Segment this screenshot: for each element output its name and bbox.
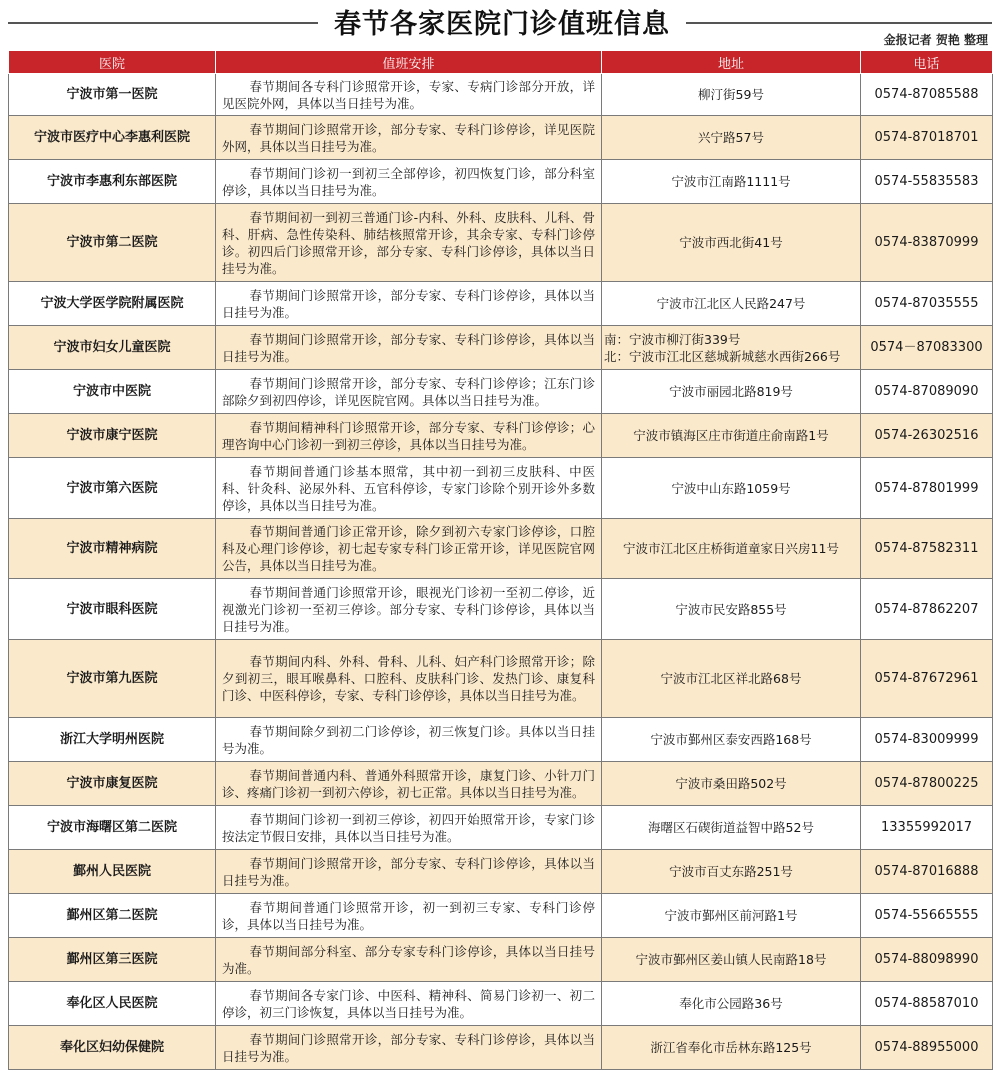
schedule-text: 春节期间精神科门诊照常开诊，部分专家、专科门诊停诊；心理咨询中心门诊初一到初三停诊，具体以当日挂号为准。: [216, 414, 602, 458]
table-row: [9, 519, 993, 579]
address-text: 宁波市江北区人民路247号: [602, 282, 861, 326]
table-row: [9, 458, 993, 519]
schedule-text: 春节期间门诊照常开诊，部分专家、专科门诊停诊，具体以当日挂号为准。: [216, 282, 602, 326]
schedule-text: 春节期间门诊照常开诊，部分专家、专科门诊停诊，详见医院外网，具体以当日挂号为准。: [216, 116, 602, 160]
title-rule-right: [686, 22, 992, 24]
column-header-hospital: 医院: [9, 51, 216, 74]
table-row: [9, 326, 993, 370]
phone-text: 0574－87083300: [861, 326, 993, 370]
hospital-name: 宁波市李惠利东部医院: [9, 160, 216, 204]
address-text: 宁波市百丈东路251号: [602, 850, 861, 894]
address-text: 宁波市民安路855号: [602, 579, 861, 640]
table-row: [9, 1026, 993, 1070]
page-title: 春节各家医院门诊值班信息: [334, 9, 670, 40]
table-row: [9, 204, 993, 282]
schedule-text: 春节期间普通门诊基本照常，其中初一到初三皮肤科、中医科、针灸科、泌尿外科、五官科停诊，专家门诊除个别开诊外多数停诊，具体以当日挂号为准。: [216, 458, 602, 519]
address-text: 宁波市江南路1111号: [602, 160, 861, 204]
schedule-text: 春节期间各专家门诊、中医科、精神科、简易门诊初一、初二停诊，初三门诊恢复，具体以当日挂号为准。: [216, 982, 602, 1026]
address-text: 兴宁路57号: [602, 116, 861, 160]
phone-text: 0574-26302516: [861, 414, 993, 458]
hospital-name: 浙江大学明州医院: [9, 718, 216, 762]
hospital-name: 宁波市第六医院: [9, 458, 216, 519]
table-header-row: [9, 51, 993, 74]
phone-text: 0574-83870999: [861, 204, 993, 282]
schedule-text: 春节期间门诊照常开诊，部分专家、专科门诊停诊，具体以当日挂号为准。: [216, 850, 602, 894]
hospital-name: 宁波市中医院: [9, 370, 216, 414]
table-row: [9, 160, 993, 204]
phone-text: 0574-87035555: [861, 282, 993, 326]
hospital-name: 宁波市第九医院: [9, 640, 216, 718]
hospital-name: 鄞州人民医院: [9, 850, 216, 894]
address-text: 浙江省奉化市岳林东路125号: [602, 1026, 861, 1070]
address-text: 宁波市鄞州区泰安西路168号: [602, 718, 861, 762]
address-text: 宁波市鄞州区姜山镇人民南路18号: [602, 938, 861, 982]
schedule-text: 春节期间普通门诊照常开诊，初一到初三专家、专科门诊停诊，具体以当日挂号为准。: [216, 894, 602, 938]
schedule-text: 春节期间门诊照常开诊，部分专家、专科门诊停诊；江东门诊部除夕到初四停诊，详见医院官网。具体以当日挂号为准。: [216, 370, 602, 414]
table-row: [9, 116, 993, 160]
hospital-name: 宁波市康宁医院: [9, 414, 216, 458]
address-text: 柳汀街59号: [602, 74, 861, 116]
address-text: 宁波市镇海区庄市街道庄俞南路1号: [602, 414, 861, 458]
schedule-text: 春节期间内科、外科、骨科、儿科、妇产科门诊照常开诊；除夕到初三，眼耳喉鼻科、口腔科、皮肤科门诊、发热门诊、康复科门诊、中医科停诊，专家、专科门诊停诊，具体以当日挂号为准。: [216, 640, 602, 718]
address-text: 宁波市桑田路502号: [602, 762, 861, 806]
phone-text: 0574-87089090: [861, 370, 993, 414]
column-header-phone: 电话: [861, 51, 993, 74]
phone-text: 0574-55665555: [861, 894, 993, 938]
schedule-text: 春节期间部分科室、部分专家专科门诊停诊，具体以当日挂号为准。: [216, 938, 602, 982]
schedule-text: 春节期间初一到初三普通门诊-内科、外科、皮肤科、儿科、骨科、肝病、急性传染科、肺结核照常开诊，其余专家、专科门诊停诊。初四后门诊照常开诊，部分专家、专科门诊停诊，具体以当日挂号为准。: [216, 204, 602, 282]
hospital-name: 宁波市精神病院: [9, 519, 216, 579]
masthead: [0, 0, 1000, 47]
hospital-name: 宁波市眼科医院: [9, 579, 216, 640]
address-text: 宁波市丽园北路819号: [602, 370, 861, 414]
hospital-name: 奉化区妇幼保健院: [9, 1026, 216, 1070]
table-row: [9, 414, 993, 458]
table-row: [9, 762, 993, 806]
phone-text: 0574-83009999: [861, 718, 993, 762]
table-row: [9, 938, 993, 982]
table-row: [9, 850, 993, 894]
address-text: 奉化市公园路36号: [602, 982, 861, 1026]
phone-text: 0574-88587010: [861, 982, 993, 1026]
address-text: 宁波市江北区祥北路68号: [602, 640, 861, 718]
column-header-schedule: 值班安排: [216, 51, 602, 74]
schedule-text: 春节期间普通内科、普通外科照常开诊，康复门诊、小针刀门诊、疼痛门诊初一到初六停诊，初七正常。具体以当日挂号为准。: [216, 762, 602, 806]
phone-text: 0574-55835583: [861, 160, 993, 204]
phone-text: 0574-87085588: [861, 74, 993, 116]
address-text: 宁波市鄞州区前河路1号: [602, 894, 861, 938]
table-row: [9, 718, 993, 762]
hospital-name: 宁波市医疗中心李惠利医院: [9, 116, 216, 160]
schedule-text: 春节期间门诊照常开诊，部分专家、专科门诊停诊，具体以当日挂号为准。: [216, 1026, 602, 1070]
hospital-name: 鄞州区第二医院: [9, 894, 216, 938]
phone-text: 0574-87801999: [861, 458, 993, 519]
hospital-name: 宁波市第二医院: [9, 204, 216, 282]
phone-text: 0574-87862207: [861, 579, 993, 640]
table-row: [9, 74, 993, 116]
phone-text: 0574-88098990: [861, 938, 993, 982]
schedule-text: 春节期间门诊初一到初三全部停诊，初四恢复门诊，部分科室停诊，具体以当日挂号为准。: [216, 160, 602, 204]
address-line-north: 北：宁波市江北区慈城新城慈水西街266号: [604, 348, 841, 364]
schedule-text: 春节期间普通门诊正常开诊，除夕到初六专家门诊停诊，口腔科及心理门诊停诊，初七起专家专科门诊正常开诊，详见医院官网公告，具体以当日挂号为准。: [216, 519, 602, 579]
address-text: 宁波市江北区庄桥街道童家日兴房11号: [602, 519, 861, 579]
address-text: 宁波市西北街41号: [602, 204, 861, 282]
table-row: [9, 894, 993, 938]
address-text: 宁波中山东路1059号: [602, 458, 861, 519]
hospital-name: 鄞州区第三医院: [9, 938, 216, 982]
table-row: [9, 640, 993, 718]
hospital-name: 奉化区人民医院: [9, 982, 216, 1026]
schedule-text: 春节期间门诊照常开诊，部分专家、专科门诊停诊，具体以当日挂号为准。: [216, 326, 602, 370]
schedule-text: 春节期间各专科门诊照常开诊，专家、专病门诊部分开放，详见医院外网，具体以当日挂号为准。: [216, 74, 602, 116]
address-text: 海曙区石碶街道益智中路52号: [602, 806, 861, 850]
hospital-name: 宁波市海曙区第二医院: [9, 806, 216, 850]
schedule-text: 春节期间普通门诊照常开诊，眼视光门诊初一至初二停诊，近视激光门诊初一至初三停诊。部分专家、专科门诊停诊，具体以当日挂号为准。: [216, 579, 602, 640]
hospital-name: 宁波大学医学院附属医院: [9, 282, 216, 326]
hospital-schedule-table: [8, 50, 993, 1070]
address-line-south: 南：宁波市柳汀街339号: [604, 331, 741, 347]
phone-text: 0574-87582311: [861, 519, 993, 579]
table-row: [9, 579, 993, 640]
table-row: [9, 370, 993, 414]
phone-text: 0574-87672961: [861, 640, 993, 718]
title-rule-left: [8, 22, 318, 24]
schedule-text: 春节期间除夕到初二门诊停诊，初三恢复门诊。具体以当日挂号为准。: [216, 718, 602, 762]
phone-text: 13355992017: [861, 806, 993, 850]
phone-text: 0574-87800225: [861, 762, 993, 806]
byline: 金报记者 贺艳 整理: [883, 33, 988, 47]
hospital-name: 宁波市第一医院: [9, 74, 216, 116]
phone-text: 0574-87016888: [861, 850, 993, 894]
hospital-name: 宁波市康复医院: [9, 762, 216, 806]
table-row: [9, 282, 993, 326]
address-cell: [602, 326, 861, 370]
phone-text: 0574-87018701: [861, 116, 993, 160]
table-row: [9, 982, 993, 1026]
schedule-text: 春节期间门诊初一到初三停诊，初四开始照常开诊，专家门诊按法定节假日安排，具体以当日挂号为准。: [216, 806, 602, 850]
table-row: [9, 806, 993, 850]
phone-text: 0574-88955000: [861, 1026, 993, 1070]
column-header-address: 地址: [602, 51, 861, 74]
hospital-name: 宁波市妇女儿童医院: [9, 326, 216, 370]
